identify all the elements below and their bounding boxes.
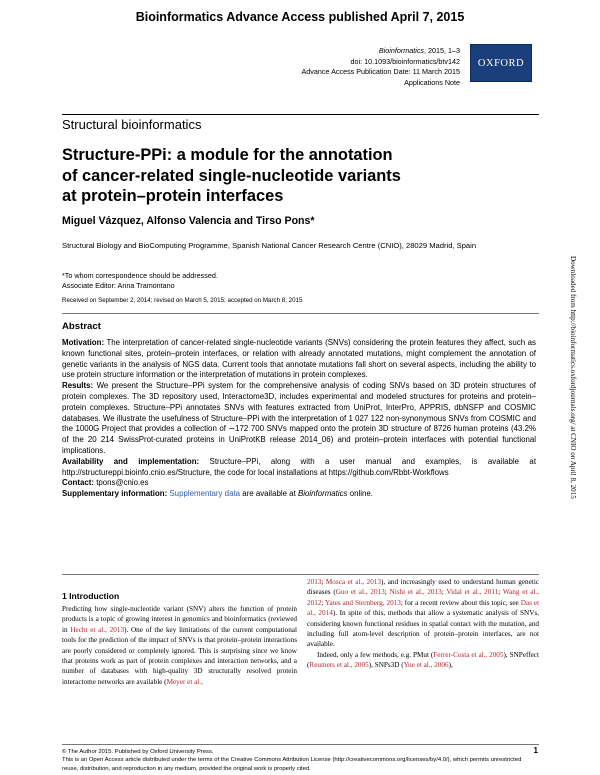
- supplementary-end: online.: [347, 489, 373, 499]
- contact-label: Contact:: [62, 478, 94, 488]
- header-divider: [62, 114, 539, 115]
- intro-text: ; for a recent review about this topic, see: [400, 598, 521, 607]
- abstract-supplementary: [62, 489, 536, 500]
- correspondence-note: *To whom correspondence should be addressed.: [62, 271, 218, 280]
- intro-paragraph: [307, 650, 539, 671]
- supplementary-text: are available at: [240, 489, 298, 499]
- divider: [62, 574, 539, 575]
- correspondence-block: [62, 271, 218, 291]
- citation-link[interactable]: 2013: [307, 578, 322, 586]
- author-list: Miguel Vázquez, Alfonso Valencia and Tirso Pons*: [62, 215, 315, 227]
- intro-text: ;: [321, 578, 326, 586]
- results-text: We present the Structure–PPi system for the comprehensive analysis of coding SNVs based on 3D protein structures of protein complexes. The 3D repository used, Interactome3D, includes experimental and modeled structures for proteins and protein–protein complexes. Structure–PPi annotates SNVs with features extracted from UniProt, InterPro, APPRIS, dbNSFP and COSMIC databases. We illustrate the usefulness of Structure–PPi with the interpretation of 1 027 122 non-synonymous SNVs from COSMIC and the 1000G Project that provides a collection of ∼172 700 SNVs mapped onto the protein 3D structure of 8726 human proteins (43.2% of the 20 214 SwissProt-curated proteins in UniProtKB release 2014_06) and protein–protein interfaces with potential functional implications.: [62, 381, 536, 455]
- article-type: Applications Note: [404, 77, 460, 87]
- title-line: Structure-PPi: a module for the annotation: [62, 146, 393, 164]
- citation-link[interactable]: Wang et al., 2012: [307, 588, 539, 607]
- divider: [62, 313, 539, 314]
- abstract-results: [62, 381, 536, 457]
- supplementary-journal: Bioinformatics: [297, 489, 348, 499]
- abstract-motivation: [62, 338, 536, 381]
- intro-text: ). In spite of this, methods that allow a systematic analysis of SNVs, considering known functional residues in spatial contact with the mutation, and including full atom-level description of protein–protein interfaces, are not available.: [307, 609, 540, 649]
- motivation-label: Motivation:: [62, 338, 105, 347]
- intro-text: ;: [498, 588, 503, 597]
- journal-name: Bioinformatics: [378, 46, 425, 55]
- citation-link[interactable]: Reumers et al., 2005: [309, 661, 369, 670]
- section-heading: Structural bioinformatics: [62, 117, 202, 132]
- supplementary-data-link[interactable]: Supplementary data: [169, 489, 241, 499]
- citation-link[interactable]: Mosca et al., 2013: [325, 578, 381, 586]
- citation-link[interactable]: Meyer et al.,: [166, 677, 203, 686]
- download-stamp-text: Downloaded from http://bioinformatics.oxfordjournals.org/ at CNIO on April 8, 2015: [569, 256, 577, 499]
- supplementary-label: Supplementary information:: [62, 489, 168, 499]
- logo-text: OXFORD: [477, 57, 525, 69]
- contact-email[interactable]: tpons@cnio.es: [94, 478, 149, 488]
- citation-link[interactable]: Vidal et al., 2011: [446, 588, 499, 597]
- intro-text: ;: [384, 588, 390, 597]
- page-number: 1: [533, 746, 538, 755]
- article-title: [62, 145, 532, 207]
- intro-column-right: [307, 577, 539, 671]
- affiliation: Structural Biology and BioComputing Programme, Spanish National Cancer Research Centre (CNIO), 28029 Madrid, Spain: [62, 241, 477, 250]
- citation-link[interactable]: Nishi et al., 2013: [389, 588, 442, 597]
- citation-link[interactable]: Yates and Sternberg, 2013: [325, 598, 401, 607]
- results-label: Results:: [62, 381, 94, 391]
- abstract-contact: [62, 478, 536, 489]
- intro-column-left: [62, 604, 297, 687]
- volume-pages: , 2015, 1–3: [424, 46, 460, 55]
- intro-text: ). One of the key limitations of the current computational tools for the prediction of the impact of SNVs is that protein–protein interactions are poorly considered or completely ignored. This is surprising since we know that proteins work as part of protein complexes and interaction networks, and a number of databases with high-quality 3D structurally resolved protein interactome networks are available (: [62, 625, 297, 686]
- title-line: at protein–protein interfaces: [62, 187, 284, 205]
- availability-label: Availability and implementation:: [62, 456, 200, 466]
- abstract-body: [62, 338, 536, 500]
- doi[interactable]: doi: 10.1093/bioinformatics/btv142: [350, 56, 460, 66]
- citation-link[interactable]: Ferrer-Costa et al., 2005: [433, 650, 504, 659]
- journal-citation: [302, 46, 460, 57]
- associate-editor: Associate Editor: Anna Tramontano: [62, 281, 175, 290]
- intro-text: ;: [441, 588, 447, 597]
- introduction-heading: 1 Introduction: [62, 591, 120, 601]
- footer-divider: [62, 744, 539, 745]
- intro-text: ), SNPs3D (: [368, 661, 404, 670]
- article-meta: [302, 46, 460, 88]
- license-notice: This is an Open Access article distributed under the terms of the Creative Commons Attribution License (http://creativecommons.org/licenses/by/4.0/), which permits unrestricted reuse, distribution, and reproduction in any medium, provided the original work is properly cited.: [62, 757, 522, 772]
- received-dates: Received on September 2, 2014; revised on March 5, 2015; accepted on March 8, 2015: [62, 297, 303, 304]
- title-line: of cancer-related single-nucleotide variants: [62, 166, 401, 185]
- advance-access-date: Advance Access Publication Date: 11 March 2015: [301, 67, 460, 77]
- citation-link[interactable]: Yue et al., 2006: [403, 661, 449, 670]
- intro-text: Indeed, only a few methods, e.g. PMut (: [317, 650, 434, 659]
- footer: [62, 748, 532, 773]
- intro-paragraph: [307, 577, 539, 650]
- intro-text: ),: [448, 661, 453, 670]
- oxford-logo: [470, 44, 532, 82]
- copyright-notice: © The Author 2015. Published by Oxford University Press.: [62, 749, 214, 755]
- citation-link[interactable]: Das et al., 2014: [307, 598, 539, 618]
- citation-link[interactable]: Hecht et al., 2013: [70, 625, 125, 634]
- intro-text: Predicting how single-nucleotide variant (SNV) alters the function of protein products is a topic of growing interest in genomics and bioinformatics (reviewed in: [62, 605, 297, 634]
- abstract-heading: Abstract: [62, 321, 101, 332]
- availability-text: Structure–PPi, along with a user manual and examples, is available at http://structureppi.bioinfo.cnio.es/Structure, the code for local installations at https://github.com/Rbbt-Workflows: [62, 456, 537, 477]
- abstract-availability: [62, 457, 536, 479]
- intro-text: ), SNPeffect (: [307, 650, 539, 670]
- advance-access-banner: Bioinformatics Advance Access published April 7, 2015: [135, 10, 465, 24]
- citation-link[interactable]: Guo et al., 2013: [335, 588, 385, 597]
- intro-text: ;: [321, 598, 326, 607]
- intro-text: ), and increasingly used to understand human genetic diseases (: [307, 578, 539, 597]
- motivation-text: The interpretation of cancer-related single-nucleotide variants (SNVs) considering the protein features they affect, such as known functional sites, protein–protein interfaces, or relation with already annotated mutations, might complement the annotation of genetic variants in the analysis of NGS data. Current tools that annotate mutations fall short on several aspects, including the ability to use protein structure information or the interpretation of mutations in protein complexes.: [62, 338, 536, 380]
